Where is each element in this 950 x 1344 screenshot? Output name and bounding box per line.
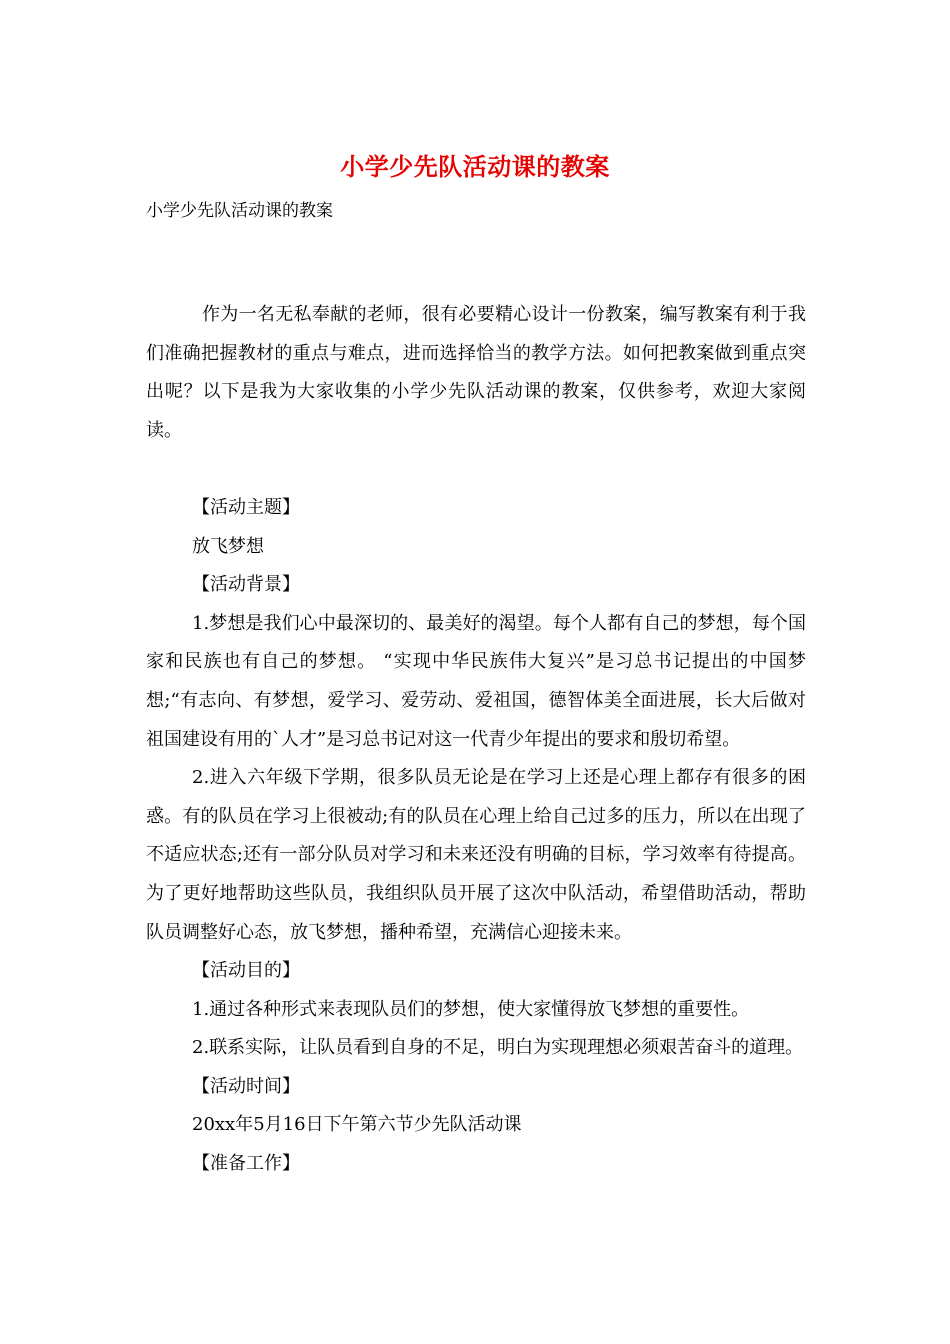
document-title: 小学少先队活动课的教案 — [340, 152, 610, 181]
section-heading-preparation: 【准备工作】 — [192, 1153, 300, 1175]
background-item-2: 2.进入六年级下学期，很多队员无论是在学习上还是心理上都存有很多的困惑。有的队员在学习上很被动;有的队员在心理上给自己过多的压力，所以在出现了不适应状态;还有一部分队员对学习和未来还没有明确的目标，学习效率有待提高。为了更好地帮助这些队员，我组织队员开展了这次中队活动，希望借助活动，帮助队员调整好心态，放飞梦想，播种希望，充满信心迎接未来。 — [146, 767, 806, 943]
document-subtitle: 小学少先队活动课的教案 — [146, 201, 333, 221]
goal-item-1: 1.通过各种形式来表现队员们的梦想，使大家懂得放飞梦想的重要性。 — [192, 998, 750, 1020]
section-heading-time: 【活动时间】 — [192, 1075, 300, 1097]
intro-paragraph: 作为一名无私奉献的老师，很有必要精心设计一份教案，编写教案有利于我们准确把握教材的重点与难点，进而选择恰当的教学方法。如何把教案做到重点突出呢？以下是我为大家收集的小学少先队活动课的教案，仅供参考，欢迎大家阅读。 — [146, 304, 806, 441]
theme-text: 放飞梦想 — [192, 535, 264, 557]
section-heading-goals: 【活动目的】 — [192, 960, 300, 982]
document-body — [146, 296, 806, 1184]
time-text: 20xx年5月16日下午第六节少先队活动课 — [192, 1114, 522, 1136]
section-heading-theme: 【活动主题】 — [192, 496, 300, 518]
background-item-1: 1.梦想是我们心中最深切的、最美好的渴望。每个人都有自己的梦想，每个国家和民族也有自己的梦想。 “实现中华民族伟大复兴”是习总书记提出的中国梦想;“有志向、有梦想，爱学习、爱劳动、爱祖国，德智体美全面进展，长大后做对祖国建设有用的`人才”是习总书记对这一代青少年提出的要求和殷切希望。 — [146, 612, 806, 750]
section-heading-background: 【活动背景】 — [192, 574, 300, 596]
goal-item-2: 2.联系实际，让队员看到自身的不足，明白为实现理想必须艰苦奋斗的道理。 — [192, 1037, 804, 1059]
paragraph-spacer — [146, 450, 806, 489]
